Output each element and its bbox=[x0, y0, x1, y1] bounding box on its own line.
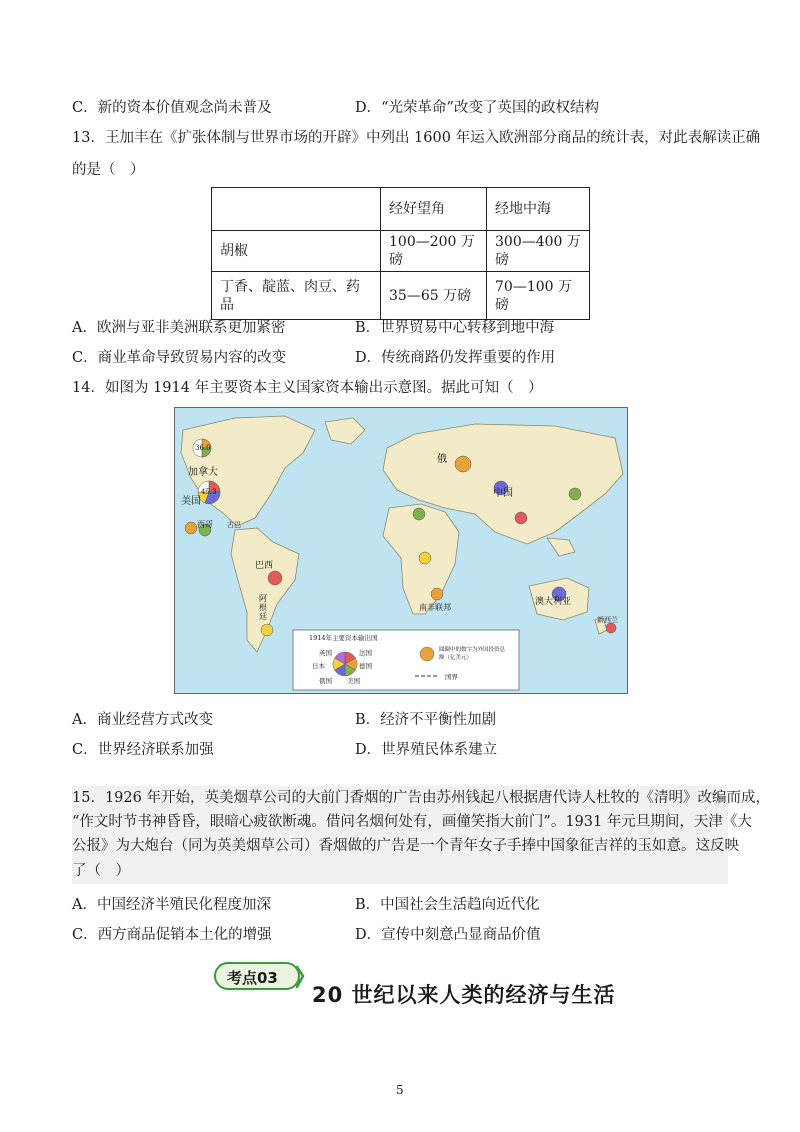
q13-option-d: D．传统商路仍发挥重要的作用 bbox=[355, 350, 556, 366]
indonesia-land bbox=[547, 538, 575, 556]
q15-stem-line4: 了（ ） bbox=[72, 863, 130, 879]
table-cell: 70—100 万磅 bbox=[487, 272, 590, 320]
greenland-land bbox=[325, 418, 365, 444]
world-map-graphic bbox=[175, 408, 627, 693]
q15-option-c: C．西方商品促销本土化的增强 bbox=[72, 927, 272, 943]
map-label-australia: 澳大利亚 bbox=[535, 597, 572, 607]
map-label-canada: 加拿大 bbox=[188, 467, 218, 478]
legend-country-uk: 英国 bbox=[319, 649, 332, 657]
table-header-row bbox=[212, 188, 590, 231]
legend-border-label: 国界 bbox=[445, 673, 458, 681]
q12-option-c: C．新的资本价值观念尚未普及 bbox=[72, 100, 272, 116]
capital-export-map bbox=[174, 407, 628, 694]
legend-pie bbox=[333, 652, 357, 676]
q15-stem-line2: “作文时节书神昏昏，眼暗心疲欲断魂。借问名烟何处有，画僮笑指大前门”。1931 年元旦期间，天津《大 bbox=[72, 814, 752, 830]
map-value-usa: 45.3 bbox=[201, 488, 217, 496]
q14-option-b: B．经济不平衡性加剧 bbox=[355, 712, 497, 728]
q12-option-d: D．“光荣革命”改变了英国的政权结构 bbox=[355, 100, 599, 116]
map-label-argentina: 阿根廷 bbox=[259, 594, 267, 621]
q15-option-d: D．宣传中刻意凸显商品价值 bbox=[355, 927, 541, 943]
legend-country-russia: 俄国 bbox=[319, 677, 332, 685]
q14-option-d: D．世界殖民体系建立 bbox=[355, 742, 498, 758]
q14-stem: 14．如图为 1914 年主要资本主义国家资本输出示意图。据此可知（ ） bbox=[72, 380, 543, 396]
map-label-russia: 俄 bbox=[437, 454, 447, 465]
q13-option-b: B．世界贸易中心转移到地中海 bbox=[355, 320, 555, 336]
table-header-cell: 经地中海 bbox=[487, 188, 590, 231]
table-row bbox=[212, 231, 590, 272]
table-header-cell bbox=[212, 188, 381, 231]
q15-option-b: B．中国社会生活趋向近代化 bbox=[355, 897, 540, 913]
map-label-cuba: 古巴 bbox=[227, 521, 241, 529]
map-label-new-zealand: 新西兰 bbox=[597, 616, 618, 624]
legend-country-japan: 日本 bbox=[312, 662, 325, 670]
table-row bbox=[212, 272, 590, 320]
legend-value-note: 圆圈中的数字为外国投资总额（亿美元） bbox=[439, 647, 506, 661]
q15-stem-line1: 15．1926 年开始，英美烟草公司的大前门香烟的广告由苏州钱起八根据唐代诗人杜牧的《清明》改编而成， bbox=[72, 790, 770, 806]
section-badge-label: 考点03 bbox=[227, 969, 278, 987]
q15-stem-line3: 公报》为大炮台（同为英美烟草公司）香烟做的广告是一个青年女子手捧中国象征吉祥的玉如意。这反映 bbox=[72, 838, 739, 854]
q14-option-a: A．商业经营方式改变 bbox=[72, 712, 213, 728]
table-cell: 300—400 万磅 bbox=[487, 231, 590, 272]
section-title: 20 世纪以来人类的经济与生活 bbox=[312, 983, 616, 1007]
legend-country-france: 法国 bbox=[359, 649, 372, 657]
q13-option-c: C．商业革命导致贸易内容的改变 bbox=[72, 350, 287, 366]
map-label-china: 中国 bbox=[493, 488, 513, 499]
q14-option-c: C．世界经济联系加强 bbox=[72, 742, 214, 758]
legend-country-usa: 美国 bbox=[347, 677, 360, 685]
map-label-south-africa: 南非联邦 bbox=[419, 603, 451, 612]
map-value-canada: 36.0 bbox=[195, 444, 211, 452]
table-cell: 胡椒 bbox=[212, 231, 381, 272]
q13-option-a: A．欧洲与亚非美洲联系更加紧密 bbox=[72, 320, 286, 336]
table-cell: 丁香、靛蓝、肉豆、药品 bbox=[212, 272, 381, 320]
q13-stem-line2: 的是（ ） bbox=[72, 162, 145, 178]
q13-stem-line1: 13．王加丰在《扩张体制与世界市场的开辟》中列出 1600 年运入欧洲部分商品的统计表，对此表解读正确 bbox=[72, 130, 761, 146]
map-label-brazil: 巴西 bbox=[255, 561, 274, 571]
section-badge bbox=[213, 961, 305, 993]
map-label-mexico: 西哥 bbox=[197, 520, 213, 529]
legend-title: 1914年主要资本输出国 bbox=[309, 634, 378, 642]
q13-stat-table bbox=[211, 187, 590, 320]
map-label-usa: 美国 bbox=[181, 496, 201, 507]
legend-sample-pie bbox=[420, 647, 434, 661]
table-cell: 35—65 万磅 bbox=[381, 272, 487, 320]
q15-option-a: A．中国经济半殖民化程度加深 bbox=[72, 897, 271, 913]
table-cell: 100—200 万磅 bbox=[381, 231, 487, 272]
table-header-cell: 经好望角 bbox=[381, 188, 487, 231]
legend-country-germany: 德国 bbox=[359, 662, 372, 670]
page-number: 5 bbox=[396, 1083, 404, 1097]
